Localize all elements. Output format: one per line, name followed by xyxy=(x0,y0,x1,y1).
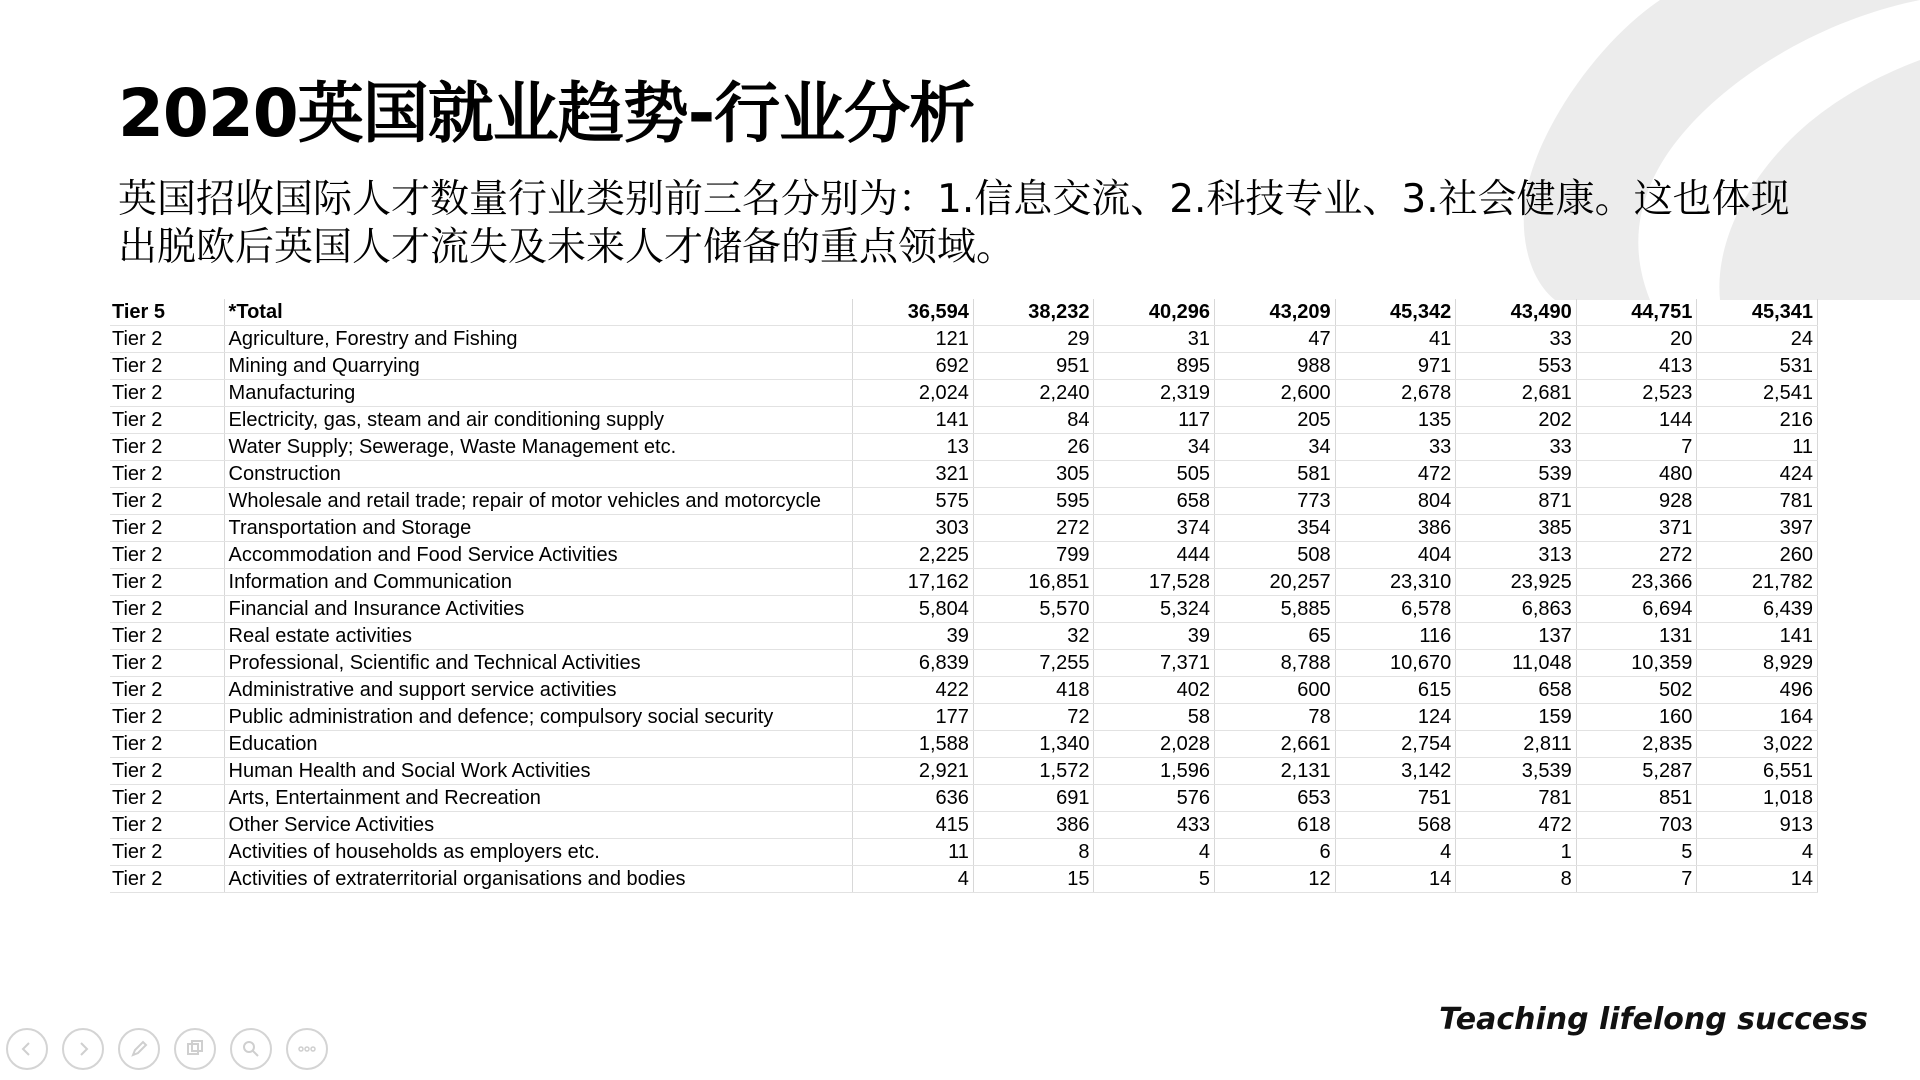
tier-cell: Tier 2 xyxy=(110,704,224,731)
more-icon xyxy=(296,1038,318,1060)
value-cell: 121 xyxy=(853,326,974,353)
value-cell: 14 xyxy=(1697,866,1818,893)
value-cell: 8 xyxy=(1456,866,1577,893)
table-row xyxy=(110,569,1818,596)
value-cell: 65 xyxy=(1215,623,1336,650)
value-cell: 1,018 xyxy=(1697,785,1818,812)
value-cell: 116 xyxy=(1335,623,1456,650)
value-cell: 781 xyxy=(1456,785,1577,812)
value-cell: 20 xyxy=(1576,326,1697,353)
value-cell: 2,319 xyxy=(1094,380,1215,407)
value-cell: 23,925 xyxy=(1456,569,1577,596)
value-cell: 472 xyxy=(1456,812,1577,839)
value-cell: 402 xyxy=(1094,677,1215,704)
value-cell: 3,022 xyxy=(1697,731,1818,758)
table-row xyxy=(110,704,1818,731)
value-cell: 505 xyxy=(1094,461,1215,488)
value-cell: 10,670 xyxy=(1335,650,1456,677)
table-row xyxy=(110,785,1818,812)
value-cell: 321 xyxy=(853,461,974,488)
value-cell: 2,028 xyxy=(1094,731,1215,758)
value-cell: 8,929 xyxy=(1697,650,1818,677)
table-row xyxy=(110,461,1818,488)
value-cell: 45,342 xyxy=(1335,299,1456,326)
value-cell: 14 xyxy=(1335,866,1456,893)
industry-cell: Transportation and Storage xyxy=(224,515,853,542)
value-cell: 2,811 xyxy=(1456,731,1577,758)
table-row xyxy=(110,380,1818,407)
value-cell: 23,366 xyxy=(1576,569,1697,596)
value-cell: 988 xyxy=(1215,353,1336,380)
value-cell: 576 xyxy=(1094,785,1215,812)
value-cell: 1,596 xyxy=(1094,758,1215,785)
value-cell: 6,578 xyxy=(1335,596,1456,623)
value-cell: 1,588 xyxy=(853,731,974,758)
value-cell: 444 xyxy=(1094,542,1215,569)
value-cell: 24 xyxy=(1697,326,1818,353)
value-cell: 36,594 xyxy=(853,299,974,326)
value-cell: 39 xyxy=(1094,623,1215,650)
value-cell: 7 xyxy=(1576,434,1697,461)
value-cell: 2,754 xyxy=(1335,731,1456,758)
value-cell: 260 xyxy=(1697,542,1818,569)
tier-cell: Tier 2 xyxy=(110,731,224,758)
table-row xyxy=(110,299,1818,326)
value-cell: 2,600 xyxy=(1215,380,1336,407)
value-cell: 141 xyxy=(853,407,974,434)
tagline: Teaching lifelong success xyxy=(1439,1002,1868,1037)
value-cell: 21,782 xyxy=(1697,569,1818,596)
tier-cell: Tier 2 xyxy=(110,353,224,380)
industry-cell: Manufacturing xyxy=(224,380,853,407)
value-cell: 2,835 xyxy=(1576,731,1697,758)
value-cell: 508 xyxy=(1215,542,1336,569)
value-cell: 26 xyxy=(973,434,1094,461)
value-cell: 31 xyxy=(1094,326,1215,353)
value-cell: 5 xyxy=(1576,839,1697,866)
value-cell: 4 xyxy=(1697,839,1818,866)
value-cell: 202 xyxy=(1456,407,1577,434)
slide-title: 2020英国就业趋势-行业分析 xyxy=(118,75,975,152)
value-cell: 653 xyxy=(1215,785,1336,812)
tier-cell: Tier 2 xyxy=(110,839,224,866)
value-cell: 433 xyxy=(1094,812,1215,839)
value-cell: 216 xyxy=(1697,407,1818,434)
value-cell: 618 xyxy=(1215,812,1336,839)
value-cell: 141 xyxy=(1697,623,1818,650)
tier-cell: Tier 2 xyxy=(110,515,224,542)
table-row xyxy=(110,839,1818,866)
pen-icon xyxy=(128,1038,150,1060)
arrow-left-icon xyxy=(16,1038,38,1060)
industry-cell: Information and Communication xyxy=(224,569,853,596)
value-cell: 951 xyxy=(973,353,1094,380)
value-cell: 13 xyxy=(853,434,974,461)
slide-overview-button[interactable] xyxy=(174,1028,216,1070)
industry-table xyxy=(110,299,1818,893)
table-row xyxy=(110,623,1818,650)
tier-cell: Tier 2 xyxy=(110,569,224,596)
value-cell: 553 xyxy=(1456,353,1577,380)
value-cell: 2,024 xyxy=(853,380,974,407)
value-cell: 47 xyxy=(1215,326,1336,353)
value-cell: 34 xyxy=(1094,434,1215,461)
value-cell: 6,694 xyxy=(1576,596,1697,623)
value-cell: 781 xyxy=(1697,488,1818,515)
value-cell: 117 xyxy=(1094,407,1215,434)
next-slide-button[interactable] xyxy=(62,1028,104,1070)
industry-cell: Activities of households as employers etc. xyxy=(224,839,853,866)
tier-cell: Tier 2 xyxy=(110,812,224,839)
value-cell: 164 xyxy=(1697,704,1818,731)
value-cell: 15 xyxy=(973,866,1094,893)
tier-cell: Tier 2 xyxy=(110,785,224,812)
value-cell: 11 xyxy=(853,839,974,866)
industry-cell: Construction xyxy=(224,461,853,488)
value-cell: 424 xyxy=(1697,461,1818,488)
industry-cell: Agriculture, Forestry and Fishing xyxy=(224,326,853,353)
value-cell: 2,523 xyxy=(1576,380,1697,407)
industry-cell: Water Supply; Sewerage, Waste Management etc. xyxy=(224,434,853,461)
value-cell: 5,885 xyxy=(1215,596,1336,623)
value-cell: 6,839 xyxy=(853,650,974,677)
table-row xyxy=(110,353,1818,380)
arrow-right-icon xyxy=(72,1038,94,1060)
value-cell: 4 xyxy=(1335,839,1456,866)
industry-cell: Other Service Activities xyxy=(224,812,853,839)
value-cell: 1,340 xyxy=(973,731,1094,758)
value-cell: 804 xyxy=(1335,488,1456,515)
value-cell: 313 xyxy=(1456,542,1577,569)
value-cell: 418 xyxy=(973,677,1094,704)
value-cell: 692 xyxy=(853,353,974,380)
magnifier-icon xyxy=(240,1038,262,1060)
value-cell: 144 xyxy=(1576,407,1697,434)
value-cell: 7,255 xyxy=(973,650,1094,677)
industry-cell: Financial and Insurance Activities xyxy=(224,596,853,623)
value-cell: 23,310 xyxy=(1335,569,1456,596)
table-row xyxy=(110,407,1818,434)
industry-cell: Wholesale and retail trade; repair of motor vehicles and motorcycle xyxy=(224,488,853,515)
table-row xyxy=(110,812,1818,839)
value-cell: 72 xyxy=(973,704,1094,731)
value-cell: 5,570 xyxy=(973,596,1094,623)
value-cell: 32 xyxy=(973,623,1094,650)
value-cell: 371 xyxy=(1576,515,1697,542)
value-cell: 124 xyxy=(1335,704,1456,731)
value-cell: 2,131 xyxy=(1215,758,1336,785)
value-cell: 6,551 xyxy=(1697,758,1818,785)
value-cell: 33 xyxy=(1335,434,1456,461)
value-cell: 58 xyxy=(1094,704,1215,731)
table-row xyxy=(110,731,1818,758)
tier-cell: Tier 2 xyxy=(110,596,224,623)
tier-cell: Tier 2 xyxy=(110,866,224,893)
value-cell: 159 xyxy=(1456,704,1577,731)
value-cell: 17,528 xyxy=(1094,569,1215,596)
value-cell: 6,863 xyxy=(1456,596,1577,623)
value-cell: 595 xyxy=(973,488,1094,515)
industry-cell: Real estate activities xyxy=(224,623,853,650)
value-cell: 11 xyxy=(1697,434,1818,461)
value-cell: 2,678 xyxy=(1335,380,1456,407)
value-cell: 871 xyxy=(1456,488,1577,515)
value-cell: 137 xyxy=(1456,623,1577,650)
value-cell: 971 xyxy=(1335,353,1456,380)
value-cell: 397 xyxy=(1697,515,1818,542)
industry-cell: Administrative and support service activities xyxy=(224,677,853,704)
value-cell: 658 xyxy=(1094,488,1215,515)
value-cell: 4 xyxy=(853,866,974,893)
industry-cell: Electricity, gas, steam and air conditioning supply xyxy=(224,407,853,434)
value-cell: 496 xyxy=(1697,677,1818,704)
value-cell: 7,371 xyxy=(1094,650,1215,677)
zoom-button[interactable] xyxy=(230,1028,272,1070)
tier-cell: Tier 2 xyxy=(110,623,224,650)
value-cell: 177 xyxy=(853,704,974,731)
value-cell: 4 xyxy=(1094,839,1215,866)
tier-cell: Tier 2 xyxy=(110,488,224,515)
tier-cell: Tier 2 xyxy=(110,326,224,353)
value-cell: 303 xyxy=(853,515,974,542)
value-cell: 131 xyxy=(1576,623,1697,650)
tier-cell: Tier 2 xyxy=(110,434,224,461)
value-cell: 502 xyxy=(1576,677,1697,704)
value-cell: 33 xyxy=(1456,434,1577,461)
value-cell: 5,804 xyxy=(853,596,974,623)
value-cell: 928 xyxy=(1576,488,1697,515)
table-row xyxy=(110,650,1818,677)
table-row xyxy=(110,326,1818,353)
value-cell: 1,572 xyxy=(973,758,1094,785)
industry-cell: Activities of extraterritorial organisations and bodies xyxy=(224,866,853,893)
value-cell: 703 xyxy=(1576,812,1697,839)
value-cell: 773 xyxy=(1215,488,1336,515)
value-cell: 16,851 xyxy=(973,569,1094,596)
industry-cell: Public administration and defence; compulsory social security xyxy=(224,704,853,731)
value-cell: 8 xyxy=(973,839,1094,866)
value-cell: 575 xyxy=(853,488,974,515)
table-row xyxy=(110,515,1818,542)
industry-cell: Arts, Entertainment and Recreation xyxy=(224,785,853,812)
value-cell: 6,439 xyxy=(1697,596,1818,623)
value-cell: 84 xyxy=(973,407,1094,434)
value-cell: 413 xyxy=(1576,353,1697,380)
value-cell: 41 xyxy=(1335,326,1456,353)
value-cell: 600 xyxy=(1215,677,1336,704)
value-cell: 374 xyxy=(1094,515,1215,542)
value-cell: 751 xyxy=(1335,785,1456,812)
slides-icon xyxy=(184,1038,206,1060)
value-cell: 386 xyxy=(1335,515,1456,542)
tier-cell: Tier 2 xyxy=(110,461,224,488)
value-cell: 480 xyxy=(1576,461,1697,488)
tier-cell: Tier 2 xyxy=(110,758,224,785)
value-cell: 78 xyxy=(1215,704,1336,731)
slide-subtitle: 英国招收国际人才数量行业类别前三名分别为：1.信息交流、2.科技专业、3.社会健康。这也体现出脱欧后英国人才流失及未来人才储备的重点领域。 xyxy=(118,177,1790,270)
value-cell: 5 xyxy=(1094,866,1215,893)
value-cell: 20,257 xyxy=(1215,569,1336,596)
tier-cell: Tier 5 xyxy=(110,299,224,326)
value-cell: 17,162 xyxy=(853,569,974,596)
value-cell: 12 xyxy=(1215,866,1336,893)
industry-cell: Human Health and Social Work Activities xyxy=(224,758,853,785)
value-cell: 135 xyxy=(1335,407,1456,434)
value-cell: 272 xyxy=(973,515,1094,542)
more-options-button[interactable] xyxy=(286,1028,328,1070)
value-cell: 43,490 xyxy=(1456,299,1577,326)
value-cell: 29 xyxy=(973,326,1094,353)
table-row xyxy=(110,434,1818,461)
tier-cell: Tier 2 xyxy=(110,650,224,677)
value-cell: 2,661 xyxy=(1215,731,1336,758)
table-row xyxy=(110,596,1818,623)
industry-cell: Accommodation and Food Service Activities xyxy=(224,542,853,569)
value-cell: 472 xyxy=(1335,461,1456,488)
value-cell: 34 xyxy=(1215,434,1336,461)
value-cell: 3,142 xyxy=(1335,758,1456,785)
table-row xyxy=(110,488,1818,515)
tier-cell: Tier 2 xyxy=(110,677,224,704)
industry-cell: Mining and Quarrying xyxy=(224,353,853,380)
value-cell: 636 xyxy=(853,785,974,812)
value-cell: 581 xyxy=(1215,461,1336,488)
value-cell: 799 xyxy=(973,542,1094,569)
value-cell: 415 xyxy=(853,812,974,839)
value-cell: 385 xyxy=(1456,515,1577,542)
value-cell: 205 xyxy=(1215,407,1336,434)
value-cell: 658 xyxy=(1456,677,1577,704)
value-cell: 539 xyxy=(1456,461,1577,488)
value-cell: 1 xyxy=(1456,839,1577,866)
value-cell: 913 xyxy=(1697,812,1818,839)
value-cell: 531 xyxy=(1697,353,1818,380)
value-cell: 6 xyxy=(1215,839,1336,866)
value-cell: 354 xyxy=(1215,515,1336,542)
table-row xyxy=(110,758,1818,785)
value-cell: 568 xyxy=(1335,812,1456,839)
value-cell: 2,240 xyxy=(973,380,1094,407)
value-cell: 5,287 xyxy=(1576,758,1697,785)
value-cell: 43,209 xyxy=(1215,299,1336,326)
value-cell: 44,751 xyxy=(1576,299,1697,326)
value-cell: 272 xyxy=(1576,542,1697,569)
value-cell: 10,359 xyxy=(1576,650,1697,677)
value-cell: 422 xyxy=(853,677,974,704)
value-cell: 40,296 xyxy=(1094,299,1215,326)
table-row xyxy=(110,866,1818,893)
value-cell: 2,225 xyxy=(853,542,974,569)
tier-cell: Tier 2 xyxy=(110,542,224,569)
value-cell: 386 xyxy=(973,812,1094,839)
industry-cell: *Total xyxy=(224,299,853,326)
value-cell: 45,341 xyxy=(1697,299,1818,326)
value-cell: 2,921 xyxy=(853,758,974,785)
value-cell: 160 xyxy=(1576,704,1697,731)
value-cell: 7 xyxy=(1576,866,1697,893)
industry-cell: Education xyxy=(224,731,853,758)
value-cell: 404 xyxy=(1335,542,1456,569)
tier-cell: Tier 2 xyxy=(110,380,224,407)
pen-tool-button[interactable] xyxy=(118,1028,160,1070)
value-cell: 2,541 xyxy=(1697,380,1818,407)
table-row xyxy=(110,542,1818,569)
value-cell: 5,324 xyxy=(1094,596,1215,623)
value-cell: 305 xyxy=(973,461,1094,488)
value-cell: 895 xyxy=(1094,353,1215,380)
value-cell: 691 xyxy=(973,785,1094,812)
value-cell: 33 xyxy=(1456,326,1577,353)
value-cell: 38,232 xyxy=(973,299,1094,326)
value-cell: 615 xyxy=(1335,677,1456,704)
value-cell: 39 xyxy=(853,623,974,650)
value-cell: 11,048 xyxy=(1456,650,1577,677)
industry-cell: Professional, Scientific and Technical Activities xyxy=(224,650,853,677)
previous-slide-button[interactable] xyxy=(6,1028,48,1070)
tier-cell: Tier 2 xyxy=(110,407,224,434)
value-cell: 2,681 xyxy=(1456,380,1577,407)
value-cell: 8,788 xyxy=(1215,650,1336,677)
table-row xyxy=(110,677,1818,704)
value-cell: 3,539 xyxy=(1456,758,1577,785)
value-cell: 851 xyxy=(1576,785,1697,812)
slideshow-controls xyxy=(6,1028,328,1070)
